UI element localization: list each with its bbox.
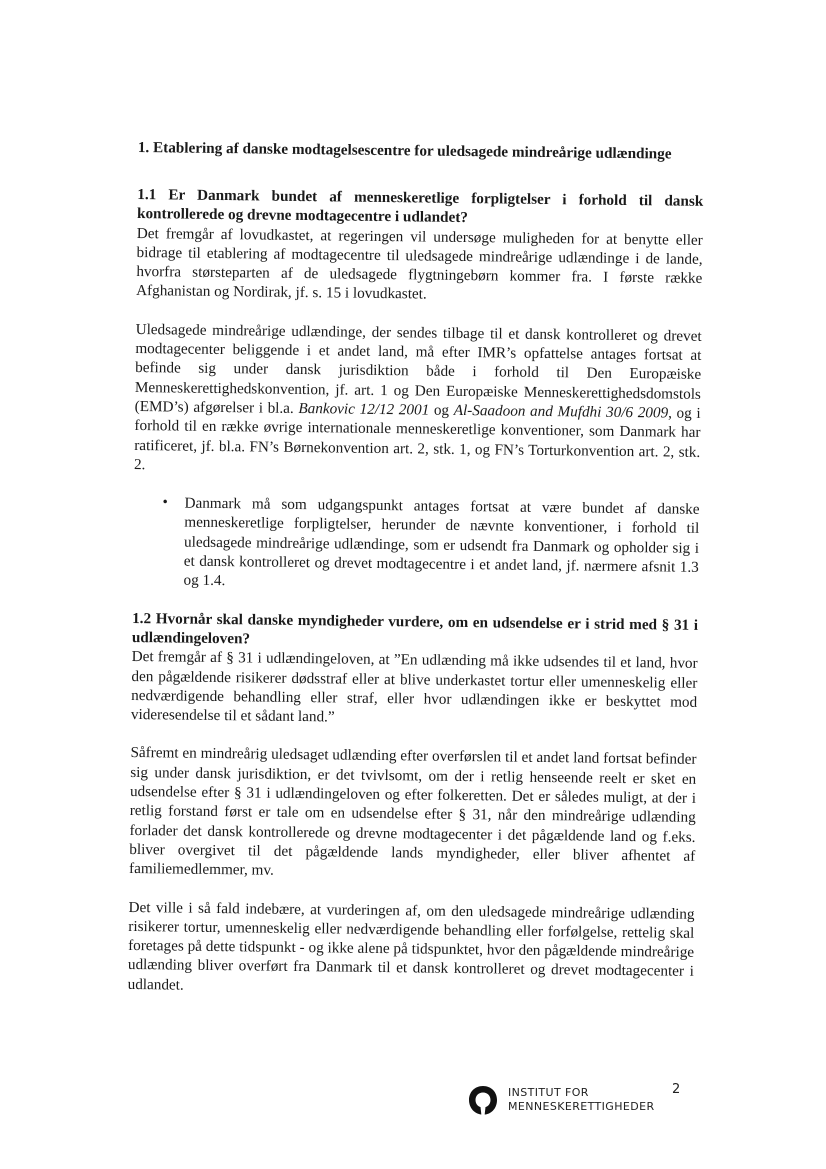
institute-name-line-1: INSTITUT FOR [508, 1086, 589, 1099]
institute-name-line-2: MENNESKERETTIGHEDER [508, 1100, 655, 1113]
subsection-heading-1-1: 1.1 Er Danmark bundet af menneskeretlige forpligtelser i forhold til dansk kontrollerede og drevne modtagecentre i udlandet? [136, 185, 704, 227]
institute-logo-icon [466, 1083, 500, 1117]
text-run: , og i forhold til en række øvrige internationale menneskeretlige konventioner, som Danmark har ratificeret, jf. bl.a. FN’s Børnekonvention art. 2, stk. 1, og FN’s Torturkonvention art. 2, stk. 2. [133, 404, 701, 473]
text-run: og [429, 401, 454, 419]
bullet-list [132, 493, 699, 596]
paragraph [134, 320, 702, 481]
paragraph: Det fremgår af § 31 i udlændingeloven, at ”En udlænding må ikke udsendes til et land, hvor den pågældende risikerer dødsstraf eller at blive underkastet tortur eller umenneskelig eller nedværdigende behandling eller straf, eller hvor udlændingen ikke er beskyttet mod videresendelse til et sådant land.” [130, 648, 698, 726]
text-run: Uledsagede mindreårige udlændinge, der sendes tilbage til et dansk kontrolleret og drevet modtagecenter beliggende i et andet land, må efter IMR’s opfattelse antages fortsat at befinde sig under dansk jurisdiktion både i forhold til Den Europæiske Menneskerettighedskonvention, jf. art. 1 og Den Europæiske Menneskerettighedsdomstols (EMD’s) afgørelser i bl.a. [134, 320, 702, 417]
page-content [128, 138, 704, 1001]
paragraph: Det ville i så fald indebære, at vurderingen af, om den uledsagede mindreårige udlænding risikerer tortur, umenneskelig eller nedværdigende behandling eller forfølgelse, rettelig skal foretages på dette tidspunkt - og ikke alene på tidspunktet, hvor den pågældende mindreårige udlænding bliver overført fra Danmark til et dansk kontrolleret og drevet modtagecenter i udlandet. [127, 898, 695, 994]
section-title: 1. Etablering af danske modtagelsescentre for uledsagede mindreårige udlændinge [137, 138, 672, 163]
institute-name [508, 1086, 655, 1114]
paragraph: Det fremgår af lovudkastet, at regeringen vil undersøge muligheden for at benytte eller bidrage til etablering af modtagecentre til uledsagede mindreårige udlændinge i de lande, hvorfra størsteparten af de uledsagede flygtningebørn kommer fra. I første række Afghanistan og Nordirak, jf. s. 15 i lovudkastet. [136, 224, 703, 304]
case-citation: Bankovic 12/12 2001 [298, 399, 430, 419]
subsection-heading-1-2: 1.2 Hvornår skal danske myndigheder vurdere, om en udsendelse er i strid med § 31 i udlændingeloven? [131, 609, 699, 648]
case-citation: Al-Saadoon and Mufdhi 30/6 2009 [453, 401, 669, 422]
footer-logo [466, 1082, 696, 1122]
page-number: 2 [672, 1082, 681, 1097]
paragraph: Såfremt en mindreårig uledsaget udlænding efter overførslen til et andet land fortsat befinder sig under dansk jurisdiktion, er det tvivlsomt, om der i retlig henseende reelt er sket en udsendelse efter § 31 i udlændingeloven og efter folkeretten. Det er således muligt, at der i retlig forstand først er tale om en udsendelse efter § 31, når den mindreårige udlænding forlader det dansk kontrollerede og drevne modtagecenter i det pågældende land og f.eks. bliver overgivet til det pågældende lands myndigheder, eller bliver afhentet af familiemedlemmer, mv. [128, 744, 697, 879]
bullet-item: • Danmark må som udgangspunkt antages fortsat at være bundet af danske menneskeretlige forpligtelser, herunder de nævnte konventioner, i forhold til uledsagede mindreårige udlændinge, som er udsendt fra Danmark og opholder sig i et dansk kontrolleret og drevet modtagecentre i et andet land, jf. nærmere afsnit 1.3 og 1.4. [183, 494, 699, 597]
